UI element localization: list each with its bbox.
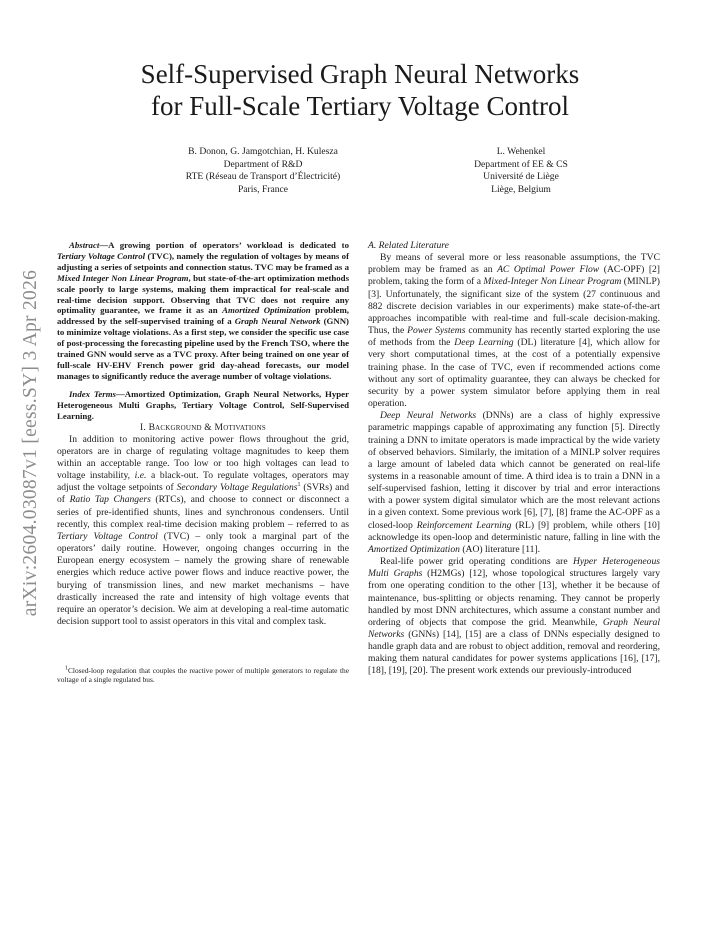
section-heading: I. Background & Motivations bbox=[139, 421, 266, 433]
paper-title bbox=[60, 58, 660, 122]
author-block-1 bbox=[118, 146, 408, 196]
left-column bbox=[57, 240, 349, 684]
footnote: $^1$Closed-loop regulation that couples the reactive power of multiple generators to regulate the voltage of a single regulated bus. bbox=[57, 665, 349, 685]
arxiv-stamp: arXiv:2604.03087v1 [eess.SY] 3 Apr 2026 bbox=[20, 269, 42, 617]
author-department: Department of R&D bbox=[223, 158, 303, 170]
title-line-2: for Full-Scale Tertiary Voltage Control bbox=[150, 91, 570, 121]
author-location: Paris, France bbox=[237, 183, 289, 195]
author-block-2 bbox=[412, 146, 630, 196]
author-names: L. Wehenkel bbox=[496, 146, 546, 157]
author-names: B. Donon, G. Jamgotchian, H. Kulesza bbox=[188, 146, 338, 157]
right-column bbox=[368, 240, 660, 678]
footnote-marker: 1 bbox=[297, 482, 301, 489]
index-terms: Index Terms—Amortized Optimization, Graph Neural Networks, Hyper Heterogeneous Multi Graphs, Tertiary Voltage Control, Self-Supervised Learning. bbox=[57, 388, 349, 421]
body-paragraph: Real-life power grid operating conditions are Hyper Heterogeneous Multi Graphs (H2MGs) [12], whose topological structures largely vary from one operating condition to the other [13], whether it be because of maintenance, bus-splitting or objects renaming. They cannot be properly handled by most DNN architectures, which assume a constant number and ordering of objects that compose the grid. Meanwhile, Graph Neural Networks (GNNs) [14], [15] are a class of DNNs especially designed to handle graph data and are robust to object addition, removal and reordering, making them natural candidates for power systems applications [16], [17], [18], [19], [20]. The present work extends our previously-introduced bbox=[368, 556, 660, 677]
author-organization: RTE (Réseau de Transport d’Électricité) bbox=[185, 171, 341, 183]
subsection-heading: A. Related Literature bbox=[368, 240, 449, 251]
title-line-1: Self-Supervised Graph Neural Networks bbox=[140, 59, 580, 89]
abstract: Abstract—A growing portion of operators’ workload is dedicated to Tertiary Voltage Control (TVC), namely the regulation of voltages by means of adjusting a series of setpoints and connection status. TVC may be framed as a Mixed Integer Non Linear Program, but state-of-the-art optimization methods scale poorly to large systems, making them impractical for real-scale and real-time decision support. Observing that TVC does not require any optimality guarantee, we frame it as an Amortized Optimization problem, addressed by the self-supervised training of a Graph Neural Network (GNN) to minimize voltage violations. As a first step, we consider the specific use case of post-processing the forecasting pipeline used by the French TSO, where the trained GNN would serve as a TVC proxy. After being trained on one year of full-scale HV-EHV French power grid day-ahead forecasts, our model manages to significantly reduce the average number of voltage violations. bbox=[57, 240, 350, 381]
author-location: Liège, Belgium bbox=[491, 183, 551, 195]
body-paragraph: In addition to monitoring active power flows throughout the grid, operators are in charge of regulating voltage magnitudes to keep them within an acceptable range. Too low or too high voltages can lead to voltage instability, i.e. a black-out. To regulate voltages, operators may adjust the voltage setpoints of Secondary Voltage Regulations$^1$ (SVRs) and of Ratio Tap Changers (RTCs), and choose to connect or disconnect a series of pre-identified shunts, lines and synchronous condensers. Until recently, this complex real-time decision making problem – referred to as Tertiary Voltage Control (TVC) – only took a marginal part of the operators’ daily routine. However, ongoing changes occurring in the European energy ecosystem – namely the growing share of renewable energies which reduce active power flows and induce reactive power, the burying of transmission lines, and new market mechanisms – have drastically increased the rate and intensity of high voltage events that require an operator’s decision. We aim at developing a real-time automatic decision support tool to assist operators in this vital and complex task. bbox=[57, 433, 350, 627]
body-paragraph: By means of several more or less reasonable assumptions, the TVC problem may be framed as an AC Optimal Power Flow (AC-OPF) [2] problem, taking the form of a Mixed-Integer Non Linear Program (MINLP) [3]. Unfortunately, the significant size of the system (27 continuous and 882 discrete decision variables in our experiments) make state-of-the-art approaches incompatible with real-time and full-scale decision-making. Thus, the Power Systems community has recently started exploring the use of methods from the Deep Learning (DL) literature [4], which allow for very short computational times, at the cost of a potentially expensive training phase. In the case of TVC, even if recommended actions come without any sort of optimality guarantee, they can always be checked for security by a power system simulator before applying them in real operation. bbox=[368, 252, 661, 410]
author-department: Department of EE & CS bbox=[474, 158, 568, 170]
body-paragraph: Deep Neural Networks (DNNs) are a class of highly expressive parametric mappings capable of approximating any function [5]. Directly training a DNN to imitate operators is made impractical by the wide variety of observed behaviors. Similarly, the imitation of a MINLP solver requires a large amount of labeled data which cannot be generated on real-life systems in a reasonable amount of time. A third idea is to train a DNN in a self-supervised fashion, letting it discover by trial and error interactions with a power system digital simulator which are the most relevant actions in a given context. Some previous work [6], [7], [8] frame the AC-OPF as a closed-loop Reinforcement Learning (RL) [9] problem, while others [10] acknowledge its open-loop and deterministic nature, falling in line with the Amortized Optimization (AO) literature [11]. bbox=[368, 410, 660, 555]
author-organization: Université de Liège bbox=[483, 171, 559, 183]
